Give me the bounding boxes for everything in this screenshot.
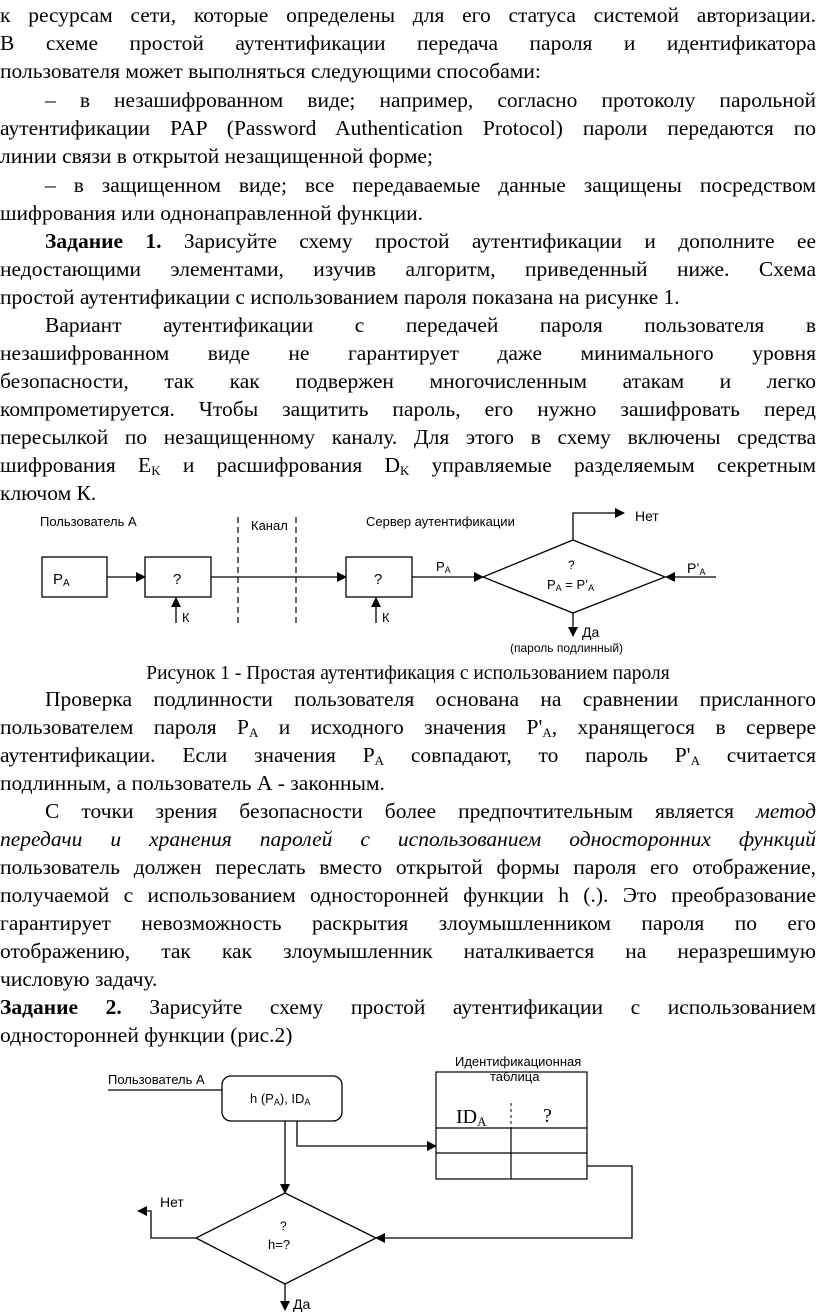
server-label: Сервер аутентификации [366, 514, 515, 529]
pa-label: PA [436, 559, 451, 575]
table-title: таблица [490, 1069, 540, 1084]
paragraph-line: недостающими элементами, изучив алгоритм, приведенный ниже. Схема [0, 257, 816, 281]
paragraph-line: аутентификации PAP (Password Authentication Protocol) пароли передаются по [0, 116, 816, 140]
list-item: – в незашифрованном виде; например, согласно протоколу парольной [45, 88, 816, 112]
subscript: A [690, 753, 700, 768]
yes-label: Да [293, 1296, 311, 1312]
diamond-question: ? [280, 1219, 287, 1233]
task-1-label: Задание 1. [45, 229, 162, 253]
subscript: A [542, 725, 552, 740]
encrypt-box-label: ? [173, 571, 182, 588]
list-item: – в защищенном виде; все передаваемые данные защищены посредством [45, 173, 816, 197]
subscript: A [374, 753, 385, 768]
no-arrow [573, 513, 624, 540]
no-arrow [138, 1211, 196, 1238]
password-box-label: PA [53, 571, 70, 589]
paragraph-line: безопасности, так как подвержен многочисленным атакам и легко [0, 369, 816, 393]
paragraph-line: односторонней функции (рис.2) [0, 1023, 293, 1047]
table-cell-unknown: ? [543, 1105, 552, 1127]
paragraph-line: отображению, так как злоумышленник наталкивается на неразрешимую [0, 939, 816, 963]
paragraph-line: шифрования или однонаправленной функции. [0, 201, 423, 225]
stored-password-label: P’A [687, 560, 706, 577]
paragraph-line [0, 798, 816, 825]
subscript: K [151, 463, 161, 478]
arrow-from-table [376, 1166, 632, 1238]
text-span: и расшифрования D [160, 453, 400, 477]
decrypt-box-label: ? [374, 571, 383, 588]
task-2-heading [0, 994, 816, 1021]
paragraph-line: компрометируется. Чтобы защитить пароль, его нужно зашифровать перед [0, 397, 816, 421]
figure-1-diagram [0, 505, 816, 655]
paragraph-line: подлинным, а пользователь А - законным. [0, 771, 385, 795]
password-box [42, 557, 107, 597]
channel-label: Канал [251, 518, 288, 533]
paragraph-line: к ресурсам сети, которые определены для его статуса системой авторизации. [0, 3, 816, 27]
paragraph-line: ключом К. [0, 481, 97, 505]
diamond-question: ? [568, 558, 575, 572]
text-span: и исходного значения P' [258, 715, 543, 739]
figure-1-caption: Рисунок 1 - Простая аутентификация с использованием пароля [146, 663, 670, 684]
paragraph-line: Проверка подлинности пользователя основана на сравнении присланного [45, 687, 816, 711]
diamond-expression: h=? [268, 1237, 291, 1252]
paragraph-line: Вариант аутентификации с передачей пароля пользователя в [45, 313, 816, 337]
arrow-to-table [297, 1121, 436, 1146]
paragraph-line: пользователь должен переслать вместо открытой формы пароля его отображение, [0, 855, 816, 879]
subscript: A [248, 725, 259, 740]
task-1-text: Зарисуйте схему простой аутентификации и дополните ее [161, 229, 816, 253]
user-label: Пользователь А [108, 1072, 205, 1087]
paragraph-line: В схеме простой аутентификации передача пароля и идентификатора [0, 31, 816, 55]
paragraph-line: простой аутентификации с использованием пароля показана на рисунке 1. [0, 285, 680, 309]
paragraph-line: линии связи в открытой незащищенной форме; [0, 144, 433, 168]
text-span: управляемые разделяемым секретным [409, 453, 816, 477]
figure-2-diagram [0, 1045, 816, 1313]
no-label: Нет [160, 1194, 184, 1210]
task-2-text: Зарисуйте схему простой аутентификации с использованием [121, 995, 816, 1019]
paragraph-line: гарантирует невозможность раскрытия злоумышленником пароля по его [0, 911, 816, 935]
text-span: шифрования E [0, 453, 152, 477]
paragraph-line: незашифрованном виде не гарантирует даже минимального уровня [0, 341, 816, 365]
key-label: К [182, 610, 190, 625]
task-2-label: Задание 2. [0, 995, 122, 1019]
text-span: пользователем пароля P [0, 715, 249, 739]
key-label: К [382, 610, 390, 625]
no-label: Нет [635, 508, 659, 524]
table-title: Идентификационная [455, 1054, 582, 1069]
paragraph-line: получаемой с использованием односторонней функции h (.). Это преобразование [0, 883, 816, 907]
text-span: , хранящегося в сервере [551, 715, 816, 739]
text-span: считается [699, 743, 816, 767]
paragraph-line: числовую задачу. [0, 967, 158, 991]
yes-label: Да [582, 624, 600, 640]
diamond-expression: PA = P’A [547, 577, 595, 593]
user-label: Пользователь А [40, 514, 137, 529]
task-1-heading [0, 228, 816, 255]
text-span: С точки зрения безопасности более предпочтительным является [45, 799, 757, 823]
table-cell-id: IDA [456, 1106, 487, 1129]
italic-span: метод [756, 799, 816, 823]
paragraph-line: пользователя может выполняться следующими способами: [0, 59, 541, 83]
paragraph-line: пересылкой по незащищенному каналу. Для этого в схему включены средства [0, 425, 816, 449]
subscript: K [399, 463, 410, 478]
hash-box-label: h (PA), IDA [250, 1091, 311, 1107]
paragraph-line: передачи и хранения паролей с использованием односторонних функций [0, 827, 816, 851]
text-span: совпадают, то пароль P' [384, 743, 691, 767]
text-span: аутентификации. Если значения P [0, 743, 375, 767]
yes-note: (пароль подлинный) [510, 641, 624, 655]
